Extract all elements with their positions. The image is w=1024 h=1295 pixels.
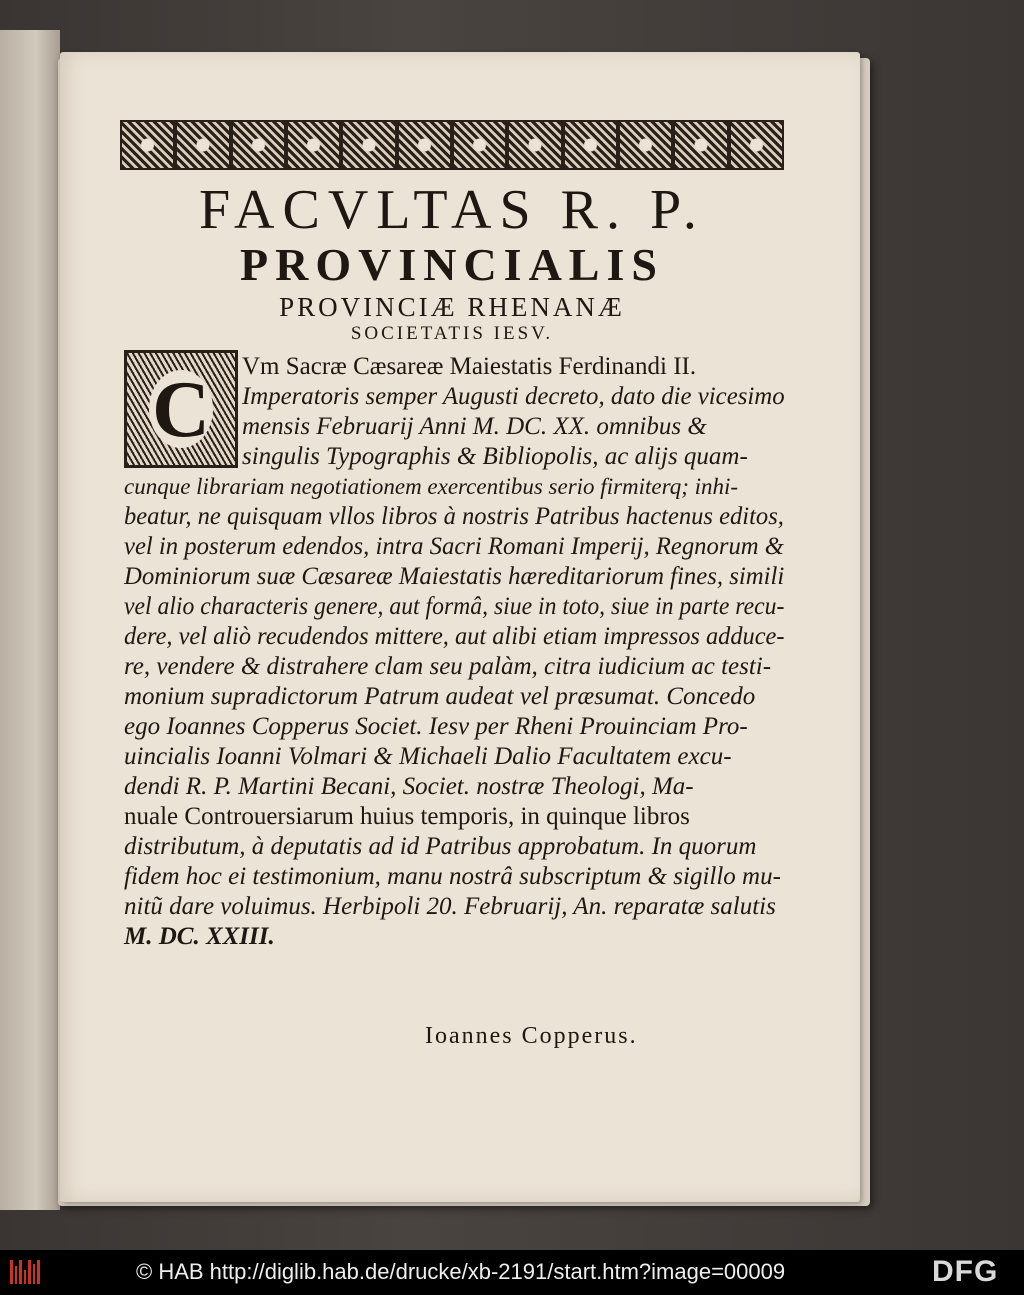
ornament-tile xyxy=(231,120,286,170)
hab-logo-icon[interactable] xyxy=(10,1260,40,1284)
body-line: distributum, à deputatis ad id Patribus approbatum. In quorum xyxy=(124,833,757,860)
body-line: nitũ dare voluimus. Herbipoli 20. Februarij, An. reparatæ salutis xyxy=(124,893,776,920)
decorated-initial xyxy=(124,350,238,468)
body-line: fidem hoc ei testimonium, manu nostrâ subscriptum & sigillo mu- xyxy=(124,863,781,890)
viewer-footer xyxy=(0,1250,1024,1295)
ornament-tile xyxy=(397,120,452,170)
title-line-2: PROVINCIALIS xyxy=(240,239,664,290)
ornament-tile xyxy=(286,120,341,170)
body-line: Imperatoris semper Augusti decreto, dato die vicesimo xyxy=(242,383,785,410)
title-line-4: SOCIETATIS IESV. xyxy=(350,323,554,344)
ornament-tile xyxy=(341,120,396,170)
body-line: ego Ioannes Copperus Societ. Iesv per Rheni Prouinciam Pro- xyxy=(124,713,748,740)
body-line: beatur, ne quisquam vllos libros à nostris Patribus hactenus editos, xyxy=(124,503,784,530)
body-line: singulis Typographis & Bibliopolis, ac alijs quam- xyxy=(242,443,748,470)
previous-page-bleed-text xyxy=(8,120,52,1020)
ornament-tile xyxy=(673,120,728,170)
title-line-1: FACVLTAS R. P. xyxy=(199,179,705,241)
ornament-tile xyxy=(175,120,230,170)
body-line: monium supradictorum Patrum audeat vel præsumat. Concedo xyxy=(124,683,756,710)
body-line: Dominiorum suæ Cæsareæ Maiestatis hæreditariorum fines, simili xyxy=(124,563,785,590)
body-line: vel in posterum edendos, intra Sacri Romani Imperij, Regnorum & xyxy=(124,533,784,560)
body-line: M. DC. XXIII. xyxy=(124,923,275,950)
ornament-tile xyxy=(452,120,507,170)
body-line: dendi R. P. Martini Becani, Societ. nostræ Theologi, Ma- xyxy=(124,773,694,800)
ornament-tile xyxy=(120,120,175,170)
dfg-logo[interactable]: DFG xyxy=(932,1255,999,1288)
body-line: Vm Sacræ Cæsareæ Maiestatis Ferdinandi II. xyxy=(242,353,697,380)
ornament-tile xyxy=(563,120,618,170)
body-line: nuale Controuersiarum huius temporis, in quinque libros xyxy=(124,803,690,830)
initial-letter: C xyxy=(149,370,213,448)
signature: Ioannes Copperus. xyxy=(425,1023,638,1049)
body-line: vel alio characteris genere, aut formâ, siue in toto, siue in parte recu- xyxy=(124,593,785,620)
title-block xyxy=(120,180,784,346)
previous-page-edge xyxy=(0,30,60,1210)
body-line: cunque librariam negotiationem exercentibus serio firmiterq; inhi- xyxy=(124,474,739,499)
ornament-tile xyxy=(618,120,673,170)
ornament-tile xyxy=(729,120,784,170)
body-line: uincialis Ioanni Volmari & Michaeli Dalio Facultatem excu- xyxy=(124,743,732,770)
ornament-tile xyxy=(507,120,562,170)
body-line: mensis Februarij Anni M. DC. XX. omnibus & xyxy=(242,413,707,440)
source-link[interactable]: © HAB http://diglib.hab.de/drucke/xb-2191/start.htm?image=00009 xyxy=(136,1259,786,1284)
title-line-3: PROVINCIÆ RHENANÆ xyxy=(279,292,625,322)
decorative-header-border xyxy=(120,120,784,170)
body-line: re, vendere & distrahere clam seu palàm, citra iudicium ac testi- xyxy=(124,653,772,680)
body-line: dere, vel aliò recudendos mittere, aut alibi etiam impressos adduce- xyxy=(124,623,785,650)
